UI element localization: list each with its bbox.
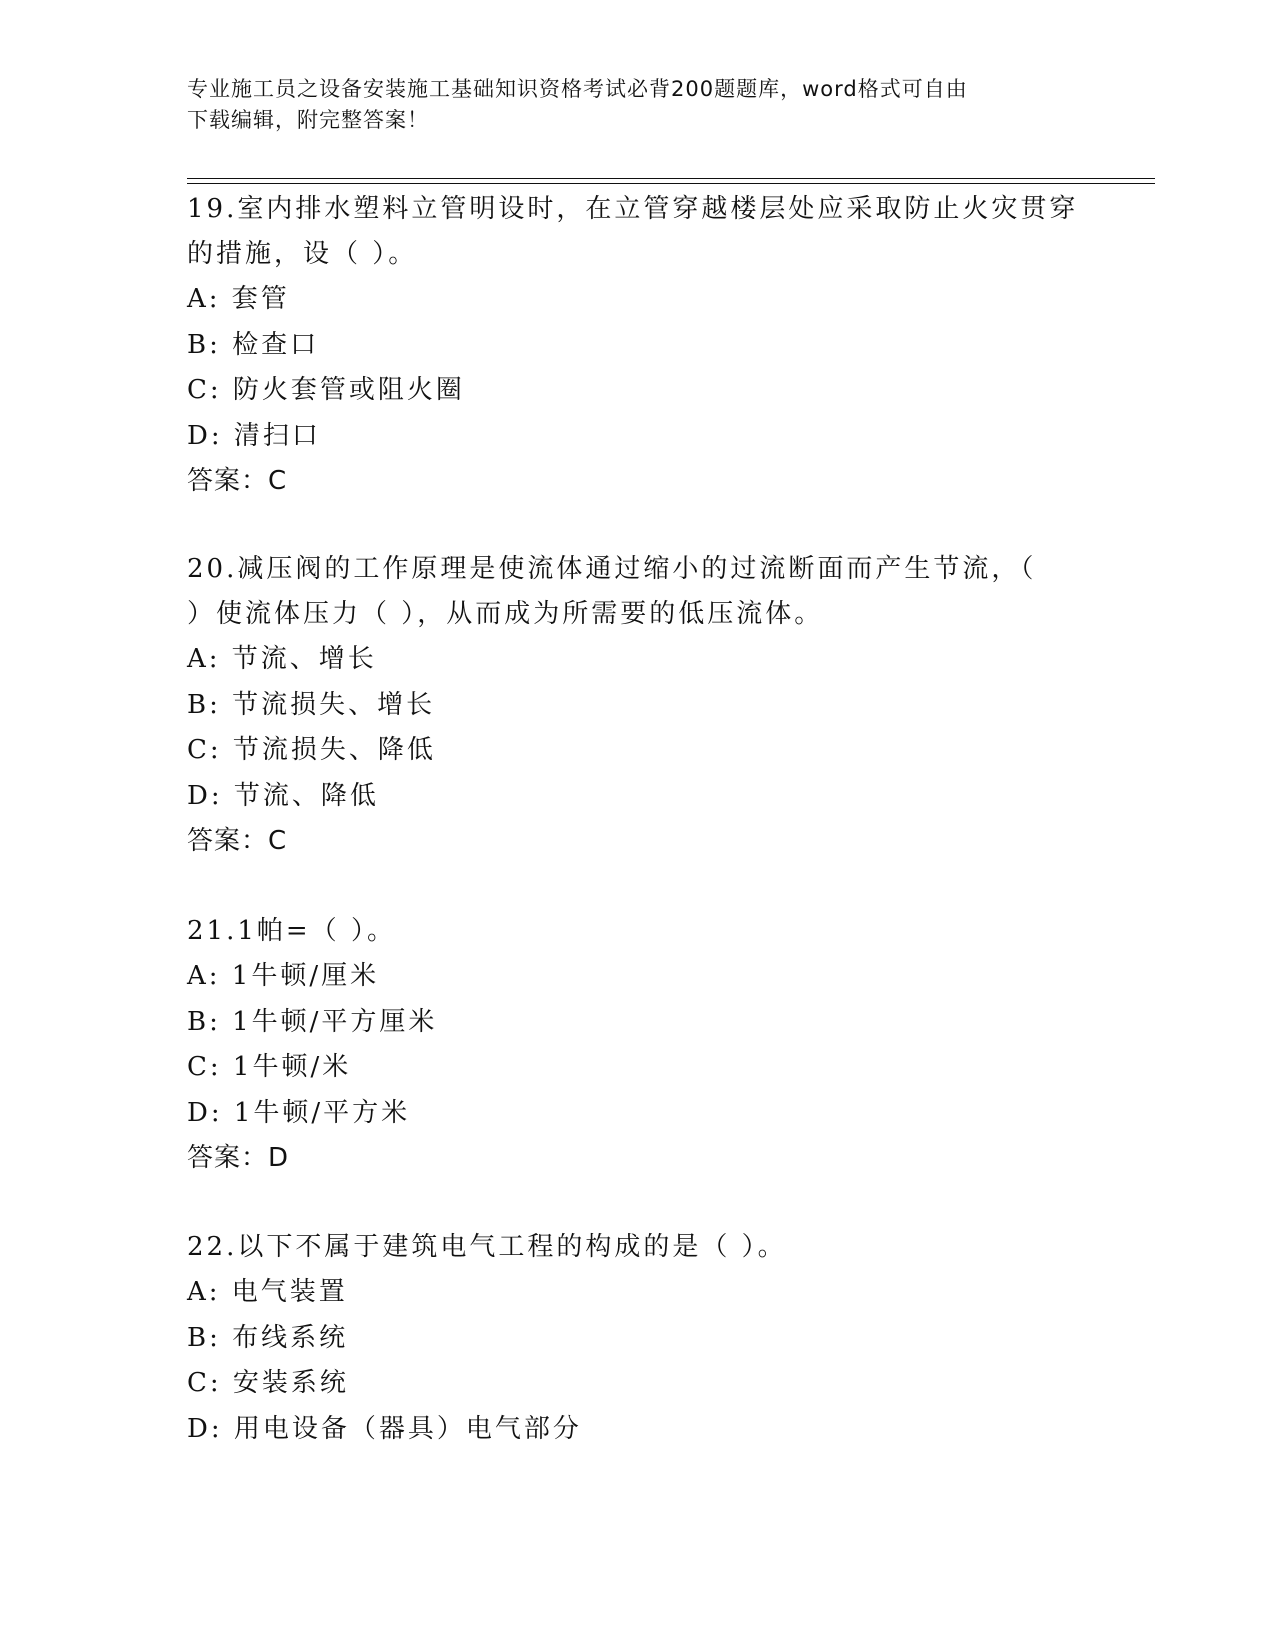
option-d: D: 1牛顿/平方米: [187, 1097, 411, 1128]
option-c: C: 节流损失、降低: [187, 735, 436, 765]
option-b: B: 1牛顿/平方厘米: [187, 1006, 438, 1037]
option-a: A: 节流、增长: [187, 644, 377, 674]
question-stem: [187, 1225, 1087, 1270]
document-header: [187, 74, 1067, 136]
question-20: [187, 547, 1087, 865]
option-c: C: 1牛顿/米: [187, 1052, 352, 1082]
question-19: [187, 187, 1087, 505]
question-stem: [187, 547, 1087, 637]
question-stem: [187, 909, 1087, 954]
option-a: A: 套管: [187, 284, 290, 314]
option-a: A: 电气装置: [187, 1277, 348, 1307]
option-b: B: 检查口: [187, 329, 320, 360]
header-line-1: 专业施工员之设备安装施工基础知识资格考试必背200题题库，word格式可自由: [187, 77, 968, 101]
option-c: C: 安装系统: [187, 1368, 349, 1398]
option-a: A: 1牛顿/厘米: [187, 961, 380, 991]
option-b: B: 节流损失、增长: [187, 689, 436, 720]
question-stem: [187, 187, 1087, 277]
option-d: D: 清扫口: [187, 420, 321, 451]
question-21: [187, 909, 1087, 1182]
answer-line: 答案：C: [187, 466, 288, 496]
stem-line: ）使流体压力（ ），从而成为所需要的低压流体。: [187, 599, 824, 629]
stem-line: 22.以下不属于建筑电气工程的构成的是（ ）。: [187, 1232, 787, 1262]
stem-line: 19.室内排水塑料立管明设时，在立管穿越楼层处应采取防止火灾贯穿: [187, 194, 1079, 224]
header-line-2: 下载编辑，附完整答案！: [187, 108, 429, 132]
stem-line: 21.1帕=（ ）。: [187, 916, 396, 946]
option-c: C: 防火套管或阻火圈: [187, 375, 465, 405]
answer-line: 答案：C: [187, 826, 288, 856]
stem-line: 的措施，设（ ）。: [187, 239, 418, 269]
header-rule-bottom: [187, 183, 1155, 184]
answer-line: 答案：D: [187, 1143, 290, 1173]
question-22: [187, 1225, 1087, 1452]
option-b: B: 布线系统: [187, 1322, 349, 1353]
header-rule-top: [187, 178, 1155, 179]
stem-line: 20.减压阀的工作原理是使流体通过缩小的过流断面而产生节流，（: [187, 554, 1037, 584]
option-d: D: 用电设备（器具）电气部分: [187, 1413, 582, 1444]
option-d: D: 节流、降低: [187, 780, 379, 811]
